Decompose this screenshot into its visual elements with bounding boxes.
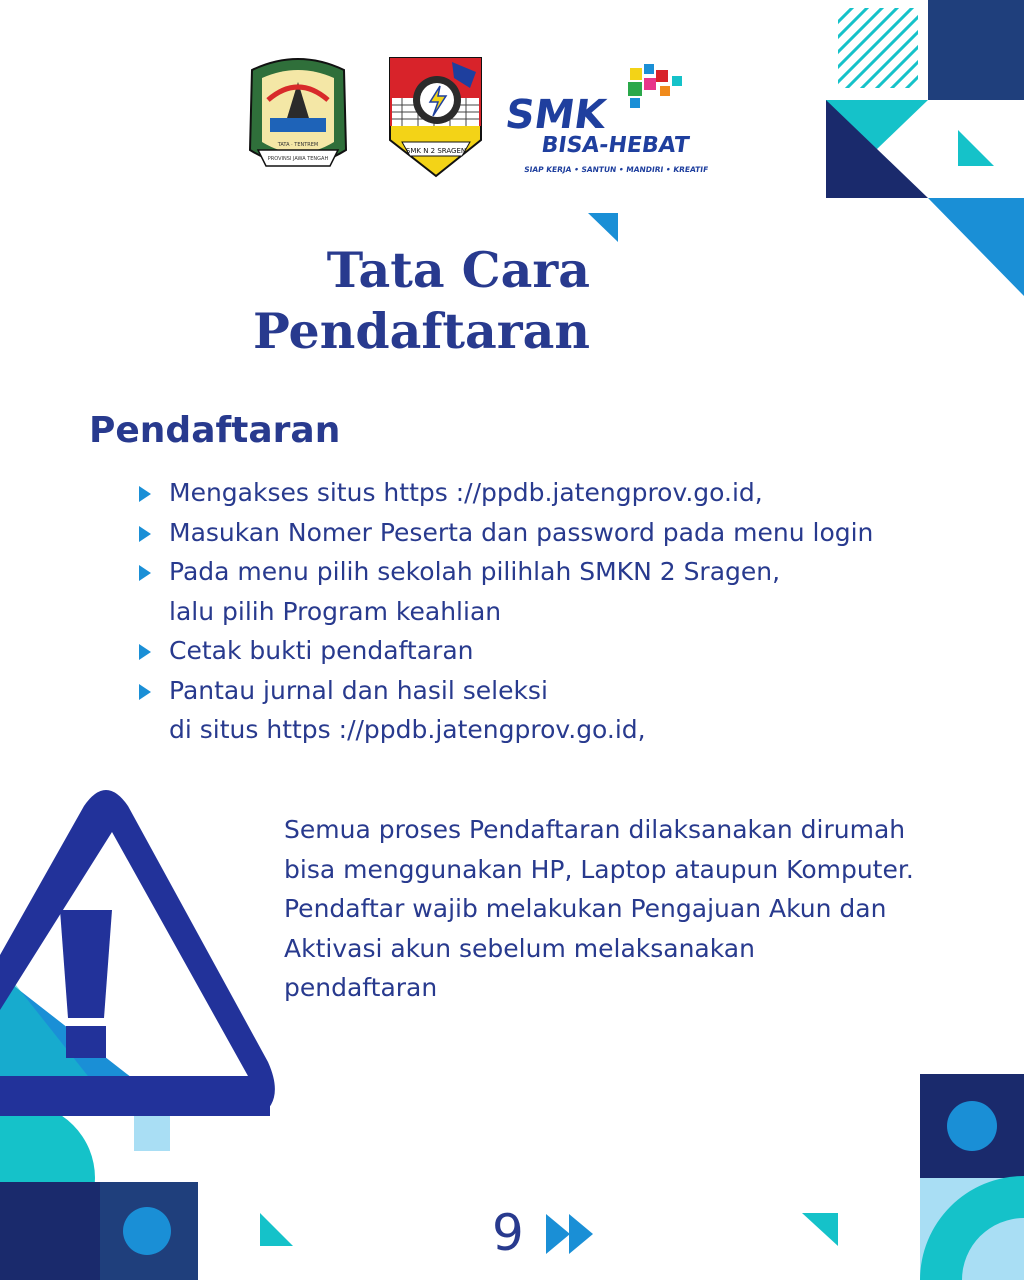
page-title-line-1: Tata Cara: [326, 241, 590, 299]
section-heading: Pendaftaran: [89, 410, 341, 451]
svg-text:SIAP KERJA • SANTUN • MANDIRI: SIAP KERJA • SANTUN • MANDIRI • KREATIF: [523, 165, 709, 174]
list-item-text: Pada menu pilih sekolah pilihlah SMKN 2 Sragen,: [169, 557, 781, 586]
list-item-text-continued: lalu pilih Program keahlian: [169, 596, 502, 626]
warning-note-line: Pendaftar wajib melakukan Pengajuan Akun dan: [284, 894, 887, 923]
page-title-line-2: Pendaftaran: [253, 302, 590, 360]
list-item-text: Mengakses situs https ://ppdb.jatengprov.go.id,: [169, 478, 763, 507]
list-item-text: Pantau jurnal dan hasil seleksi: [169, 675, 548, 705]
svg-text:BISA-HEBAT: BISA-HEBAT: [539, 132, 691, 158]
svg-text:SMK: SMK: [502, 92, 609, 138]
page-number: 9: [492, 1204, 524, 1262]
svg-text:PROVINSI JAWA TENGAH: PROVINSI JAWA TENGAH: [267, 156, 329, 162]
svg-text:TATA · TENTREM: TATA · TENTREM: [277, 142, 319, 148]
warning-note-line: Semua proses Pendaftaran dilaksanakan dirumah: [284, 815, 906, 844]
svg-text:SMK N 2 SRAGEN: SMK N 2 SRAGEN: [405, 147, 467, 155]
warning-note-line: Aktivasi akun sebelum melaksanakan: [284, 933, 755, 963]
warning-note-line: pendaftaran: [284, 973, 438, 1002]
list-item-text: Cetak bukti pendaftaran: [169, 636, 474, 665]
warning-note-line: bisa menggunakan HP, Laptop ataupun Komputer.: [284, 854, 914, 884]
list-item-text-continued: di situs https ://ppdb.jatengprov.go.id,: [169, 715, 646, 744]
list-item-text: Masukan Nomer Peserta dan password pada menu login: [169, 517, 874, 547]
